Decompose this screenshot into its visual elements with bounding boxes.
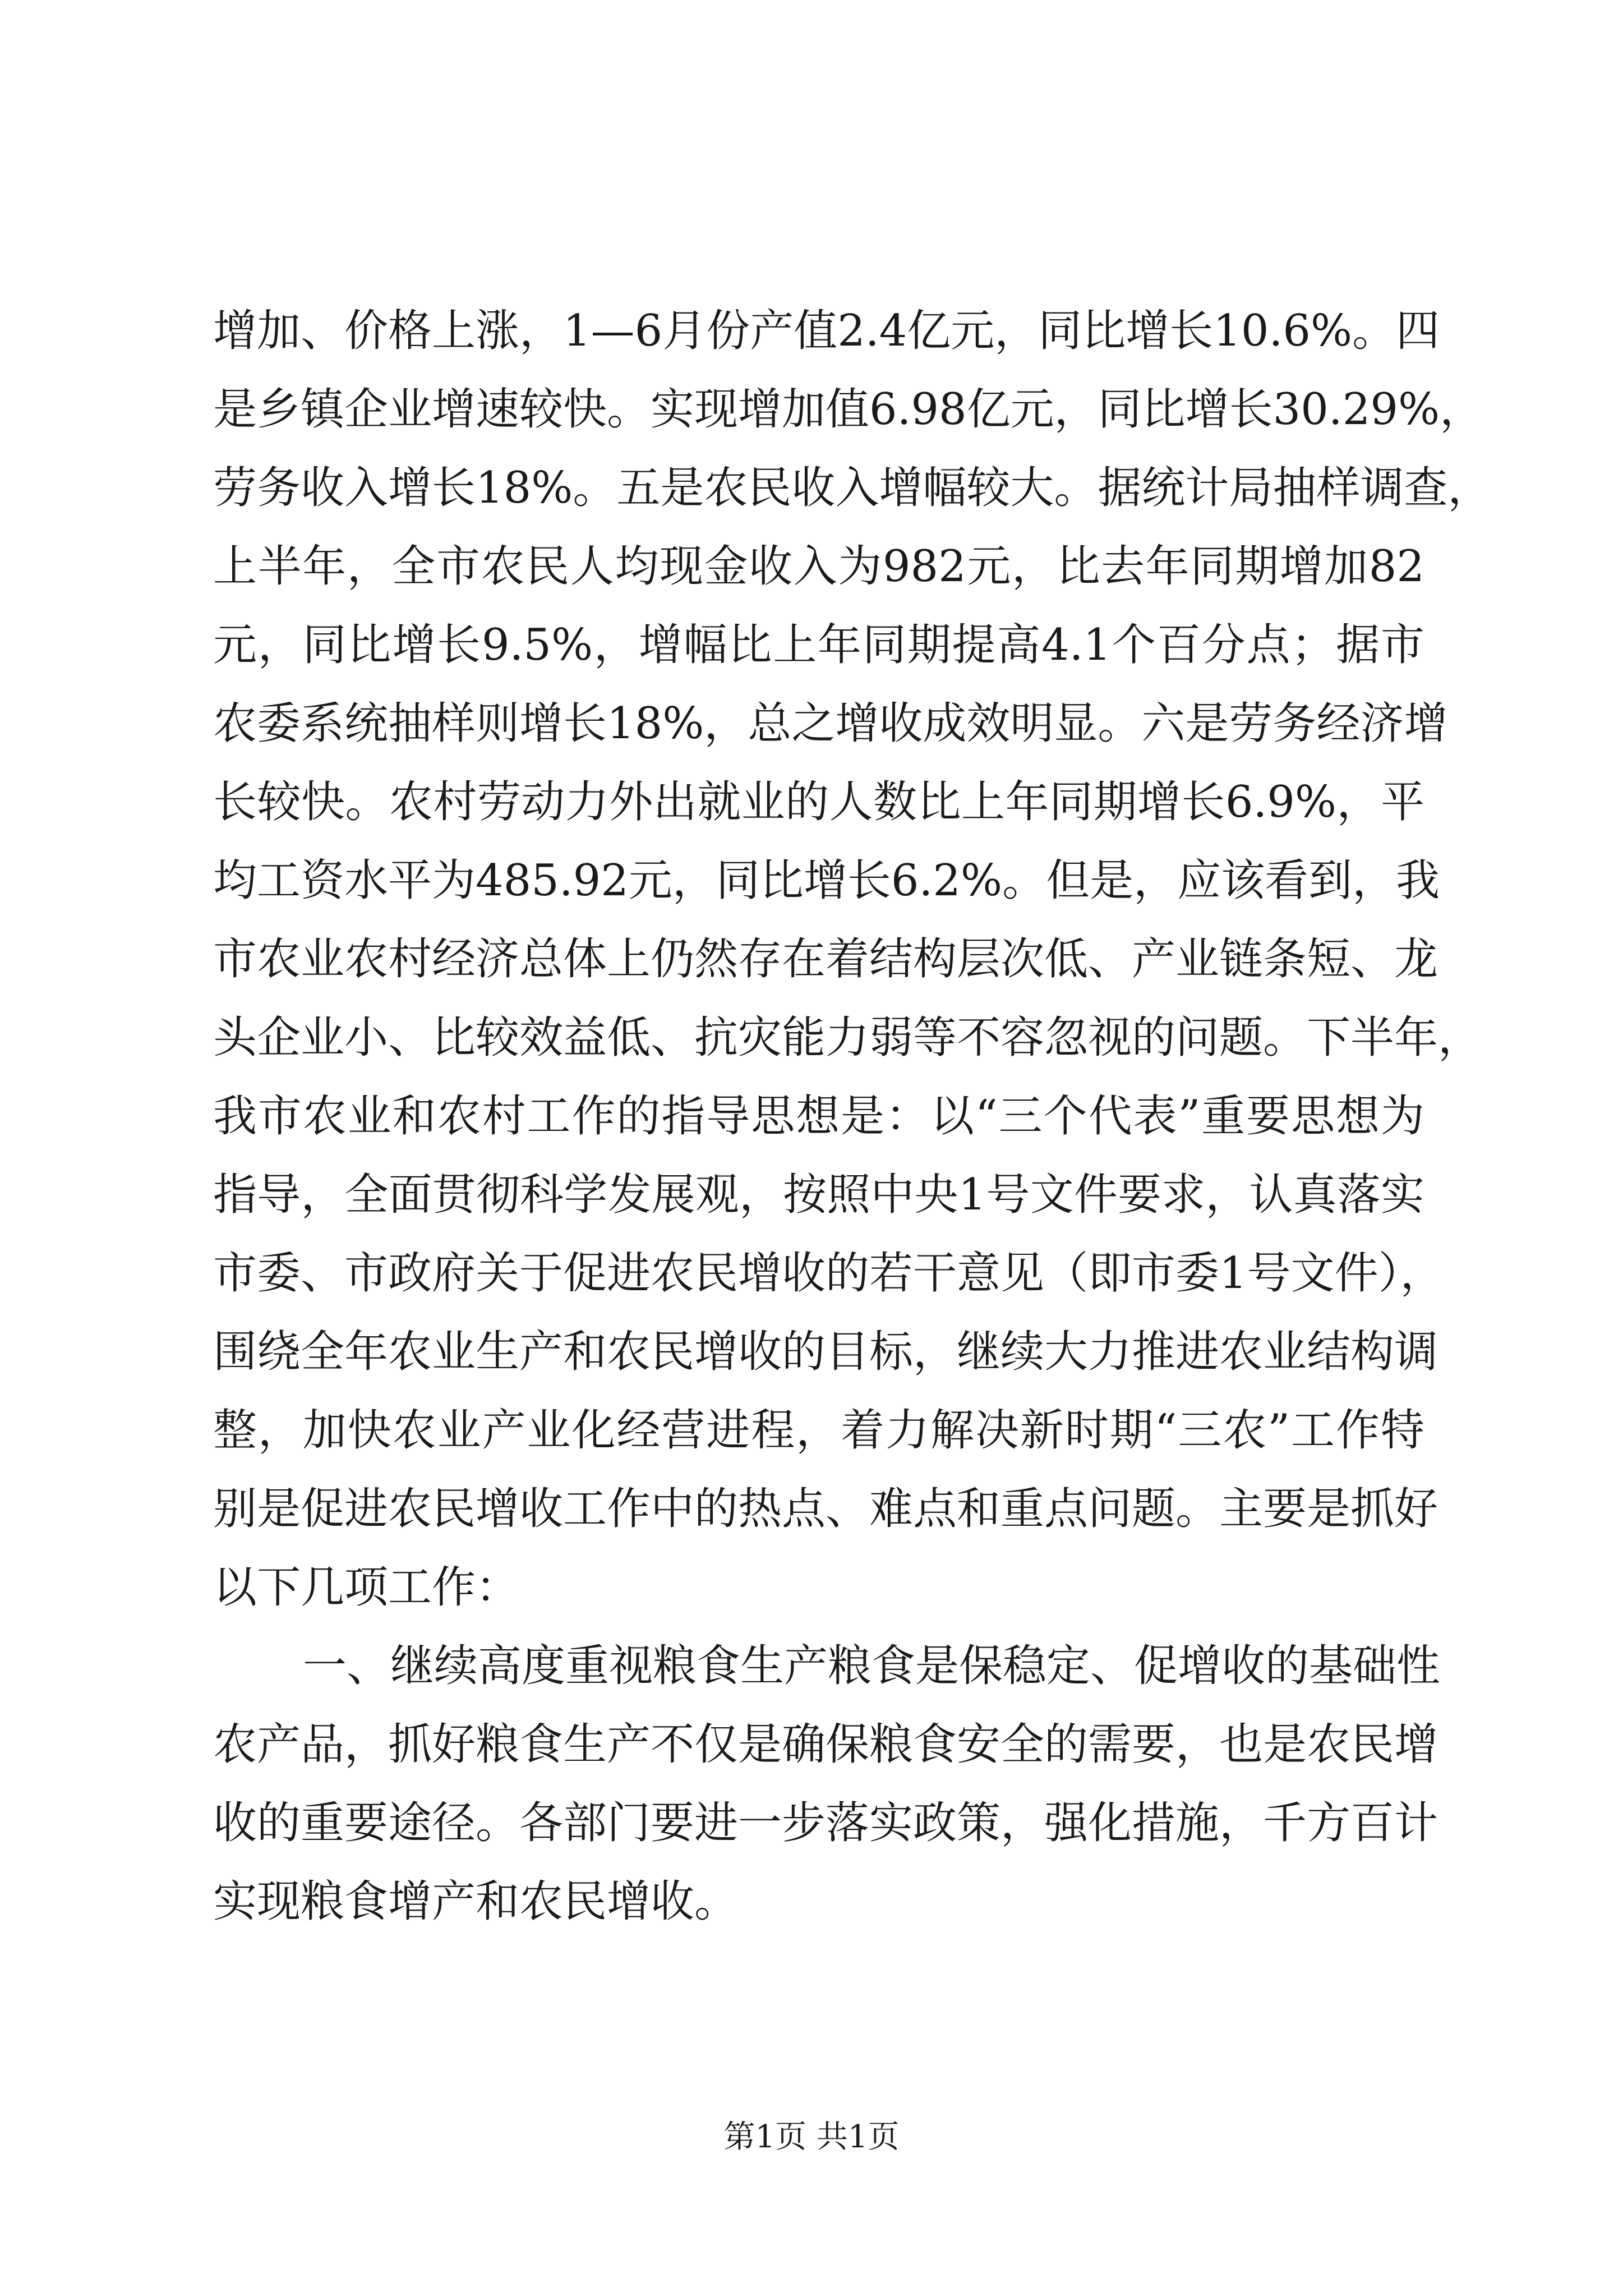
text-line: 农产品，抓好粮食生产不仅是确保粮食安全的需要，也是农民增 [213,1719,1438,1770]
text-line: 以下几项工作： [213,1562,520,1613]
body-text [213,292,1492,1941]
text-line: 头企业小、比较效益低、抗灾能力弱等不容忽视的问题。下半年， [213,1013,1482,1063]
text-line: 劳务收入增长18%。五是农民收入增幅较大。据统计局抽样调查， [213,463,1492,513]
text-line: 是乡镇企业增速较快。实现增加值6.98亿元，同比增长30.29%， [213,384,1484,435]
text-line: 长较快。农村劳动力外出就业的人数比上年同期增长6.9%，平 [213,777,1424,827]
text-line: 整，加快农业产业化经营进程，着力解决新时期“三农”工作特 [213,1405,1424,1456]
page-number-label: 第1页 共1页 [723,2119,900,2155]
text-line: 上半年，全市农民人均现金收入为982元，比去年同期增加82 [213,541,1424,592]
text-line: 我市农业和农村工作的指导思想是：以“三个代表”重要思想为 [213,1091,1424,1142]
text-line: 收的重要途径。各部门要进一步落实政策，强化措施，千方百计 [213,1798,1438,1848]
text-line: 实现粮食增产和农民增收。 [213,1876,739,1927]
text-line: 指导，全面贯彻科学发展观，按照中央1号文件要求，认真落实 [213,1170,1424,1220]
text-line: 增加、价格上涨，1—6月份产值2.4亿元，同比增长10.6%。四 [213,306,1440,356]
page-footer [0,2115,1623,2160]
text-line: 元，同比增长9.5%，增幅比上年同期提高4.1个百分点；据市 [213,620,1424,670]
text-line: 均工资水平为485.92元，同比增长6.2%。但是，应该看到，我 [213,855,1440,906]
paragraph-2 [213,1627,1441,1941]
text-line: 别是促进农民增收工作中的热点、难点和重点问题。主要是抓好 [213,1484,1438,1534]
text-line: 市委、市政府关于促进农民增收的若干意见（即市委1号文件）， [213,1248,1444,1299]
text-line: 农委系统抽样则增长18%，总之增收成效明显。六是劳务经济增 [213,698,1448,749]
text-line: 市农业农村经济总体上仍然存在着结构层次低、产业链条短、龙 [213,934,1438,984]
text-line: 一、继续高度重视粮食生产粮食是保稳定、促增收的基础性 [303,1641,1441,1691]
text-line: 围绕全年农业生产和农民增收的目标，继续大力推进农业结构调 [213,1327,1438,1377]
paragraph-1 [213,292,1492,1627]
